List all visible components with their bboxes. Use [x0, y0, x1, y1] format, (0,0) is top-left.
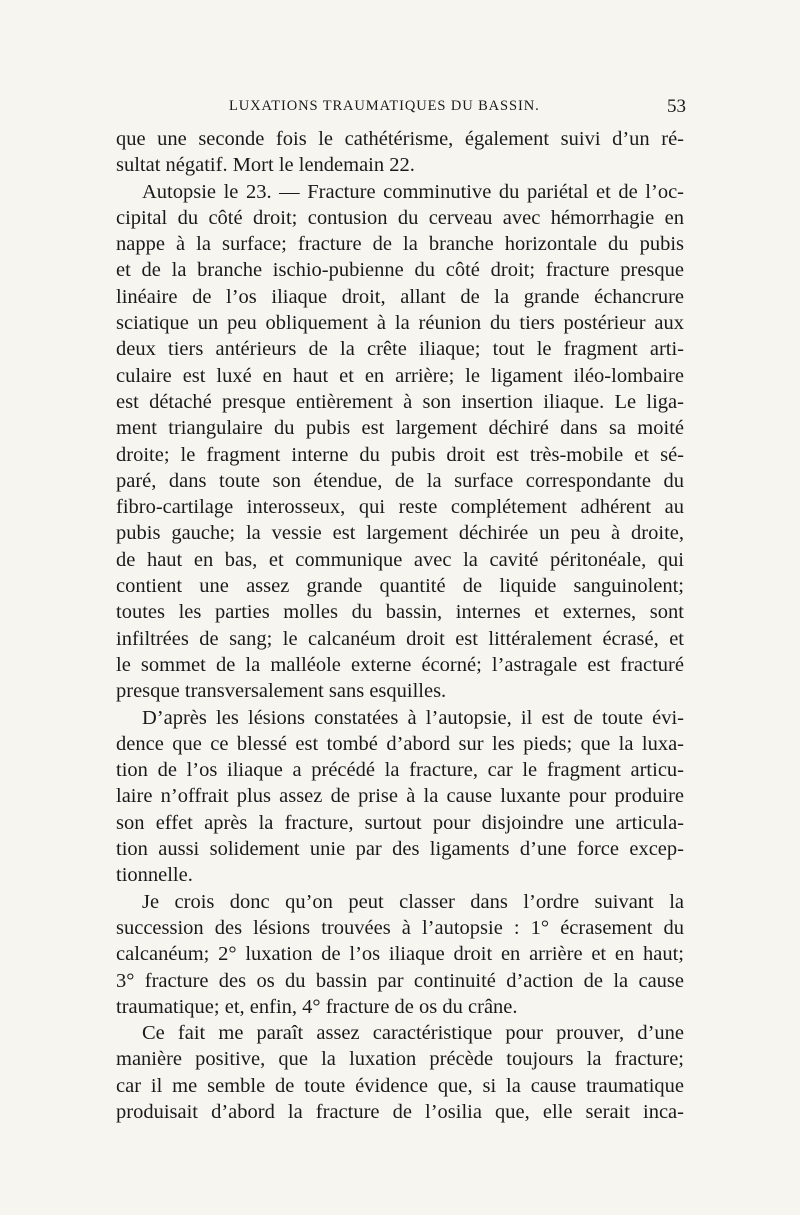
text-line: produisait d’abord la fracture de l’osilia que, elle serait inca-: [116, 1100, 684, 1123]
text-line: fibro-cartilage interosseux, qui reste complétement adhérent au: [116, 496, 684, 519]
text-line: culaire est luxé en haut et en arrière; le ligament iléo-lombaire: [116, 364, 684, 387]
running-head: [114, 96, 686, 120]
text-line: contient une assez grande quantité de liquide sanguinolent;: [116, 575, 684, 598]
text-line: infiltrées de sang; le calcanéum droit est littéralement écrasé, et: [116, 627, 684, 650]
page-number: 53: [667, 96, 686, 117]
text-line: deux tiers antérieurs de la crête iliaque; tout le fragment arti-: [116, 338, 684, 361]
text-line: laire n’offrait plus assez de prise à la cause luxante pour produire: [116, 785, 684, 808]
text-line: le sommet de la malléole externe écorné; l’astragale est fracturé: [116, 653, 684, 676]
text-line: car il me semble de toute évidence que, si la cause traumatique: [116, 1074, 684, 1097]
text-line: paré, dans toute son étendue, de la surface correspondante du: [116, 469, 684, 492]
text-line: Ce fait me paraît assez caractéristique pour prouver, d’une: [142, 1022, 684, 1045]
text-line: que une seconde fois le cathétérisme, également suivi d’un ré-: [116, 128, 684, 150]
text-line: manière positive, que la luxation précède toujours la fracture;: [116, 1048, 684, 1071]
text-line: nappe à la surface; fracture de la branche horizontale du pubis: [116, 233, 684, 256]
text-line: presque transversalement sans esquilles.: [116, 680, 447, 703]
text-line: sciatique un peu obliquement à la réunion du tiers postérieur aux: [116, 312, 684, 335]
text-line: Autopsie le 23. — Fracture comminutive du pariétal et de l’oc-: [142, 180, 684, 203]
text-line: sultat négatif. Mort le lendemain 22.: [116, 154, 415, 177]
text-line: 3° fracture des os du bassin par continuité d’action de la cause: [116, 969, 684, 992]
text-line: toutes les parties molles du bassin, internes et externes, sont: [116, 601, 684, 624]
text-line: tion de l’os iliaque a précédé la fracture, car le fragment articu-: [116, 759, 684, 782]
text-line: ment triangulaire du pubis est largement déchiré dans sa moité: [116, 417, 684, 440]
text-line: Je crois donc qu’on peut classer dans l’ordre suivant la: [142, 890, 684, 913]
text-line: traumatique; et, enfin, 4° fracture de os du crâne.: [116, 995, 518, 1018]
text-line: de haut en bas, et communique avec la cavité péritonéale, qui: [116, 548, 684, 571]
text-line: et de la branche ischio-pubienne du côté droit; fracture presque: [116, 259, 684, 282]
text-line: est détaché presque entièrement à son insertion iliaque. Le liga-: [116, 390, 684, 413]
text-line: tionnelle.: [116, 864, 193, 887]
running-title: LUXATIONS TRAUMATIQUES DU BASSIN.: [229, 98, 540, 114]
text-line: cipital du côté droit; contusion du cerveau avec hémorrhagie en: [116, 206, 684, 229]
text-line: droite; le fragment interne du pubis droit est très-mobile et sé-: [116, 443, 684, 466]
text-line: linéaire de l’os iliaque droit, allant de la grande échancrure: [116, 285, 684, 308]
text-line: calcanéum; 2° luxation de l’os iliaque droit en arrière et en haut;: [116, 943, 684, 966]
text-line: D’après les lésions constatées à l’autopsie, il est de toute évi-: [142, 706, 684, 729]
text-line: dence que ce blessé est tombé d’abord sur les pieds; que la luxa-: [116, 732, 684, 755]
text-line: tion aussi solidement unie par des ligaments d’une force excep-: [116, 838, 684, 861]
body-text: [116, 126, 684, 1125]
text-line: pubis gauche; la vessie est largement déchirée un peu à droite,: [116, 522, 684, 545]
text-line: succession des lésions trouvées à l’autopsie : 1° écrasement du: [116, 916, 684, 939]
text-line: son effet après la fracture, surtout pour disjoindre une articula-: [116, 811, 684, 834]
